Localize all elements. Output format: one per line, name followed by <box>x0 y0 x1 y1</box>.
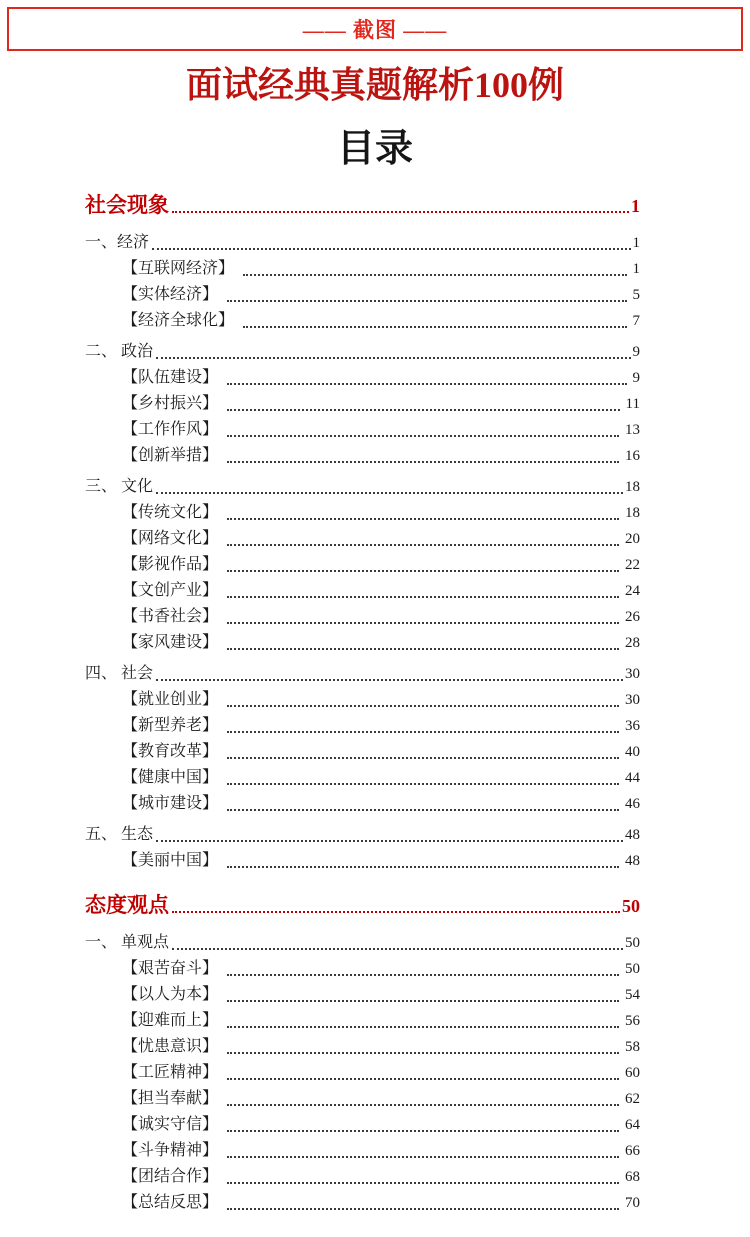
toc-page-number: 26 <box>625 609 640 625</box>
toc-entry-label: 【创新举措】 <box>122 447 219 464</box>
toc-entry-label: 一、 单观点 <box>85 934 170 951</box>
dot-leader <box>227 435 619 437</box>
toc-page-number: 16 <box>625 448 640 464</box>
toc-heading: 目录 <box>336 128 413 170</box>
toc-entry[interactable] <box>85 308 640 334</box>
dot-leader <box>243 274 626 276</box>
toc-entry-label: 【总结反思】 <box>122 1194 219 1211</box>
dot-leader <box>227 1156 619 1158</box>
toc-page-number: 30 <box>625 666 640 682</box>
toc-entry[interactable] <box>85 1086 640 1112</box>
toc-entry-label: 四、 社会 <box>85 665 154 682</box>
toc-page-number: 54 <box>625 987 640 1003</box>
toc-page-number: 28 <box>625 635 640 651</box>
dot-leader <box>227 409 620 411</box>
toc-entry-label: 【诚实守信】 <box>122 1116 219 1133</box>
toc-entry-label: 【教育改革】 <box>122 743 219 760</box>
toc-entry[interactable] <box>85 1164 640 1190</box>
dot-leader <box>227 705 619 707</box>
toc-page-number: 1 <box>632 261 640 277</box>
dot-leader <box>227 1000 619 1002</box>
toc-page-number: 44 <box>625 770 640 786</box>
toc-page-number: 9 <box>632 370 640 386</box>
dot-leader <box>227 622 619 624</box>
toc-entry-label: 【经济全球化】 <box>122 312 235 329</box>
dot-leader <box>156 492 623 494</box>
toc-entry-label: 【斗争精神】 <box>122 1142 219 1159</box>
toc-page-number: 50 <box>625 961 640 977</box>
dot-leader <box>156 679 623 681</box>
toc-entry[interactable] <box>85 848 640 874</box>
toc-entry-label: 【队伍建设】 <box>122 369 219 386</box>
toc-entry-label: 三、 文化 <box>85 478 154 495</box>
toc-page-number: 20 <box>625 531 640 547</box>
toc-entry[interactable] <box>85 230 640 256</box>
toc-page-number: 62 <box>625 1091 640 1107</box>
table-of-contents <box>85 190 640 1216</box>
toc-entry[interactable] <box>85 713 640 739</box>
dot-leader <box>172 911 620 913</box>
dot-leader <box>227 461 619 463</box>
dot-leader <box>227 1026 619 1028</box>
dot-leader <box>227 731 619 733</box>
toc-entry-label: 【就业创业】 <box>122 691 219 708</box>
toc-page-number: 56 <box>625 1013 640 1029</box>
toc-entry[interactable] <box>85 256 640 282</box>
toc-entry-label: 【工作作风】 <box>122 421 219 438</box>
toc-entry-label: 社会现象 <box>85 193 169 217</box>
dot-leader <box>172 948 623 950</box>
banner-label: —— 截图 —— <box>302 18 448 42</box>
toc-entry[interactable] <box>85 822 640 848</box>
toc-page-number: 46 <box>625 796 640 812</box>
dot-leader <box>227 1104 619 1106</box>
toc-page-number: 60 <box>625 1065 640 1081</box>
toc-entry[interactable] <box>85 661 640 687</box>
dot-leader <box>227 1052 619 1054</box>
toc-entry-label: 【传统文化】 <box>122 504 219 521</box>
dot-leader <box>227 1182 619 1184</box>
toc-entry-label: 【担当奉献】 <box>122 1090 219 1107</box>
toc-entry[interactable] <box>85 930 640 956</box>
toc-entry[interactable] <box>85 365 640 391</box>
toc-entry[interactable] <box>85 687 640 713</box>
toc-entry[interactable] <box>85 526 640 552</box>
toc-entry[interactable] <box>85 282 640 308</box>
toc-entry[interactable] <box>85 1060 640 1086</box>
dot-leader <box>227 544 619 546</box>
dot-leader <box>227 757 619 759</box>
toc-page-number: 64 <box>625 1117 640 1133</box>
toc-entry-label: 五、 生态 <box>85 826 154 843</box>
toc-entry[interactable] <box>85 552 640 578</box>
dot-leader <box>227 974 619 976</box>
toc-entry-label: 【以人为本】 <box>122 986 219 1003</box>
toc-entry[interactable] <box>85 1112 640 1138</box>
toc-entry-label: 一、经济 <box>85 234 150 251</box>
dot-leader <box>227 570 619 572</box>
dot-leader <box>227 1208 619 1210</box>
toc-page-number: 5 <box>632 287 640 303</box>
dot-leader <box>227 300 626 302</box>
document-title: 面试经典真题解析100例 <box>185 65 564 105</box>
toc-entry-label: 【健康中国】 <box>122 769 219 786</box>
toc-page-number: 7 <box>632 313 640 329</box>
toc-page-number: 48 <box>625 853 640 869</box>
dot-leader <box>243 326 626 328</box>
dot-leader <box>227 1130 619 1132</box>
dot-leader <box>227 783 619 785</box>
dot-leader <box>156 840 623 842</box>
toc-entry[interactable] <box>85 890 640 920</box>
toc-entry[interactable] <box>85 765 640 791</box>
dot-leader <box>227 518 619 520</box>
toc-entry-label: 【家风建设】 <box>122 634 219 651</box>
toc-page-number: 11 <box>625 396 640 412</box>
toc-page-number: 50 <box>622 896 640 916</box>
toc-entry[interactable] <box>85 190 640 220</box>
toc-entry-label: 【文创产业】 <box>122 582 219 599</box>
toc-entry[interactable] <box>85 578 640 604</box>
toc-entry-label: 态度观点 <box>85 893 169 917</box>
toc-entry[interactable] <box>85 982 640 1008</box>
dot-leader <box>156 357 630 359</box>
toc-entry[interactable] <box>85 391 640 417</box>
toc-entry-label: 【迎难而上】 <box>122 1012 219 1029</box>
toc-entry-label: 二、 政治 <box>85 343 154 360</box>
dot-leader <box>227 596 619 598</box>
toc-page-number: 24 <box>625 583 640 599</box>
toc-entry[interactable] <box>85 339 640 365</box>
toc-entry-label: 【网络文化】 <box>122 530 219 547</box>
dot-leader <box>227 809 619 811</box>
toc-page-number: 18 <box>625 505 640 521</box>
dot-leader <box>152 248 630 250</box>
toc-entry[interactable] <box>85 604 640 630</box>
toc-entry-label: 【书香社会】 <box>122 608 219 625</box>
toc-entry-label: 【工匠精神】 <box>122 1064 219 1081</box>
dot-leader <box>172 211 629 213</box>
toc-entry-label: 【乡村振兴】 <box>122 395 219 412</box>
toc-page-number: 48 <box>625 827 640 843</box>
toc-entry[interactable] <box>85 1138 640 1164</box>
dot-leader <box>227 383 626 385</box>
toc-page-number: 22 <box>625 557 640 573</box>
toc-entry-label: 【影视作品】 <box>122 556 219 573</box>
toc-page-number: 36 <box>625 718 640 734</box>
toc-entry[interactable] <box>85 474 640 500</box>
toc-entry[interactable] <box>85 956 640 982</box>
toc-entry[interactable] <box>85 1008 640 1034</box>
toc-entry[interactable] <box>85 630 640 656</box>
toc-page-number: 70 <box>625 1195 640 1211</box>
toc-entry-label: 【忧患意识】 <box>122 1038 219 1055</box>
toc-entry-label: 【互联网经济】 <box>122 260 235 277</box>
toc-page-number: 9 <box>632 344 640 360</box>
dot-leader <box>227 648 619 650</box>
toc-page-number: 13 <box>625 422 640 438</box>
toc-entry[interactable] <box>85 791 640 817</box>
toc-entry[interactable] <box>85 1034 640 1060</box>
toc-entry[interactable] <box>85 1190 640 1216</box>
toc-entry-label: 【新型养老】 <box>122 717 219 734</box>
dot-leader <box>227 1078 619 1080</box>
toc-page-number: 30 <box>625 692 640 708</box>
toc-page-number: 40 <box>625 744 640 760</box>
toc-entry[interactable] <box>85 739 640 765</box>
toc-page-number: 1 <box>631 196 640 216</box>
toc-entry[interactable] <box>85 417 640 443</box>
toc-entry[interactable] <box>85 500 640 526</box>
toc-entry-label: 【实体经济】 <box>122 286 219 303</box>
screenshot-banner <box>7 7 743 51</box>
toc-entry[interactable] <box>85 443 640 469</box>
toc-page-number: 18 <box>625 479 640 495</box>
toc-page-number: 68 <box>625 1169 640 1185</box>
toc-page-number: 58 <box>625 1039 640 1055</box>
dot-leader <box>227 866 619 868</box>
toc-page-number: 1 <box>632 235 640 251</box>
toc-page-number: 50 <box>625 935 640 951</box>
toc-entry-label: 【城市建设】 <box>122 795 219 812</box>
toc-entry-label: 【团结合作】 <box>122 1168 219 1185</box>
toc-entry-label: 【美丽中国】 <box>122 852 219 869</box>
toc-entry-label: 【艰苦奋斗】 <box>122 960 219 977</box>
toc-page-number: 66 <box>625 1143 640 1159</box>
